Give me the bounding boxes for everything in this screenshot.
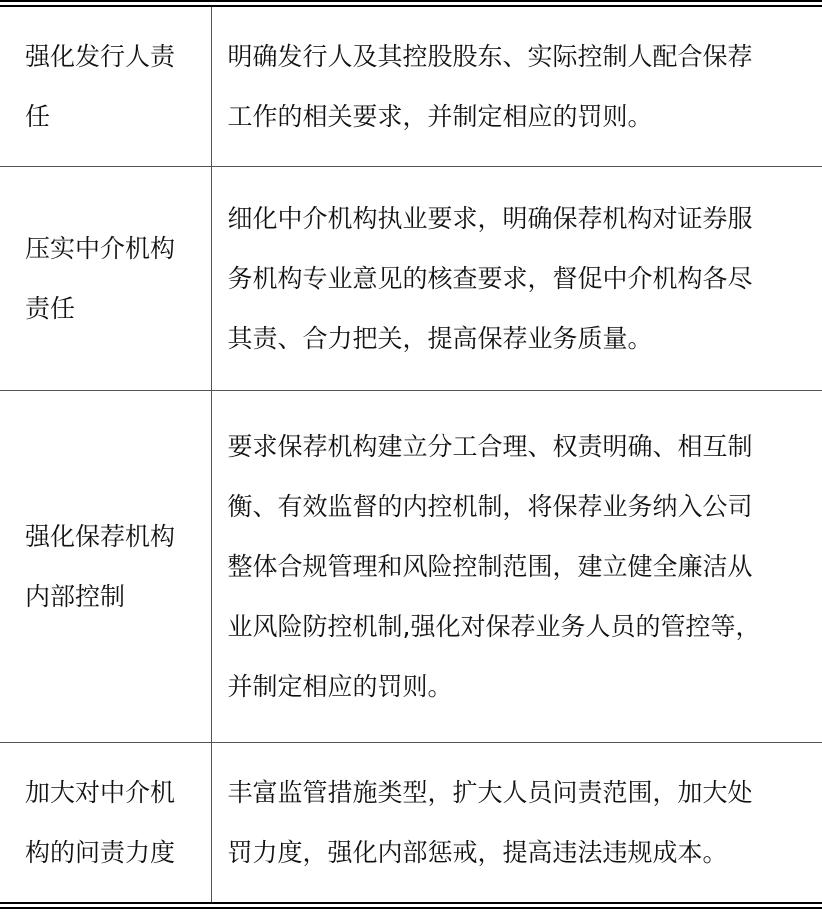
table-row xyxy=(0,391,822,743)
row-content-cell xyxy=(211,4,822,167)
row-content: 细化中介机构执业要求，明确保荐机构对证券服 务机构专业意见的核查要求，督促中介机构各尽 其责、合力把关，提高保荐业务质量。 xyxy=(227,203,753,353)
row-content-cell xyxy=(211,167,822,391)
table-row xyxy=(0,743,822,906)
row-label: 加大对中介机 构的问责力度 xyxy=(25,777,176,867)
row-content: 明确发行人及其控股股东、实际控制人配合保荐 工作的相关要求，并制定相应的罚则。 xyxy=(227,41,753,131)
row-label: 强化保荐机构 内部控制 xyxy=(25,521,176,611)
row-label-cell xyxy=(0,167,211,391)
row-content: 丰富监管措施类型，扩大人员问责范围，加大处 罚力度，强化内部惩戒，提高违法违规成本。 xyxy=(227,777,753,867)
table-row xyxy=(0,167,822,391)
table-row xyxy=(0,4,822,167)
row-label-cell xyxy=(0,743,211,906)
row-label-cell xyxy=(0,4,211,167)
row-label: 压实中介机构 责任 xyxy=(25,233,176,323)
row-content-cell xyxy=(211,391,822,743)
row-label-cell xyxy=(0,391,211,743)
row-content: 要求保荐机构建立分工合理、权责明确、相互制 衡、有效监督的内控机制，将保荐业务纳入公司 整体合规管理和风险控制范围，建立健全廉洁从 业风险防控机制,强化对保荐业务人员的管控等， 并制定相应的罚则。 xyxy=(227,431,761,701)
row-content-cell xyxy=(211,743,822,906)
row-label: 强化发行人责 任 xyxy=(25,41,176,131)
